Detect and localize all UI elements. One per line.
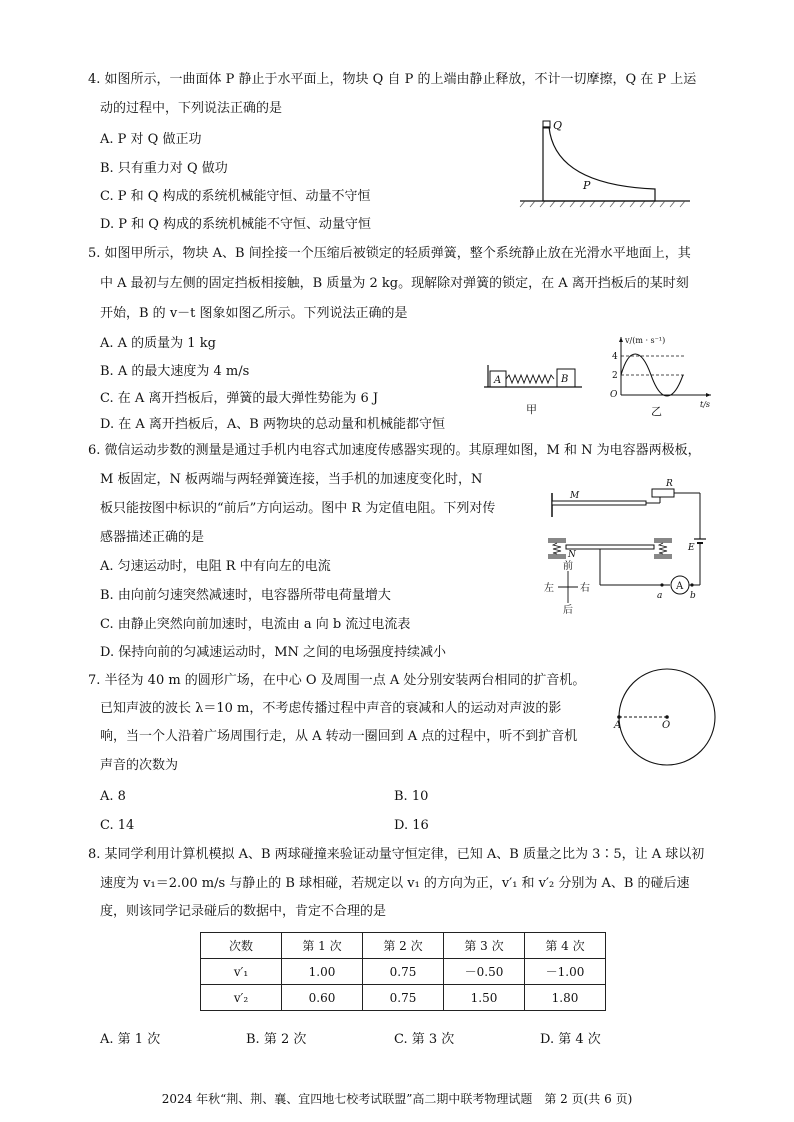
q7-stem-line4: 声音的次数为 [100, 758, 179, 773]
table-cell: 0.75 [363, 985, 444, 1011]
table-header-row [201, 933, 606, 959]
table-cell: v′₂ [201, 985, 282, 1011]
q6-option-b: B. 由向前匀速突然减速时，电容器所带电荷量增大 [100, 588, 391, 603]
table-header-cell: 第 4 次 [525, 933, 606, 959]
q5-graph-tick-4: 4 [612, 352, 618, 362]
q8-stem-line1: 8. 某同学利用计算机模拟 A、B 两球碰撞来验证动量守恒定律，已知 A、B 质量之比为 3∶5，让 A 球以初 [88, 847, 705, 862]
q7-label-a: A [614, 720, 622, 731]
q4-option-b: B. 只有重力对 Q 做功 [100, 161, 228, 176]
q6-label-front: 前 [563, 561, 573, 572]
q6-label-b: b [690, 591, 696, 601]
q6-stem-line1: 6. 微信运动步数的测量是通过手机内电容式加速度传感器实现的。其原理如图，M 和 N 为电容器两极板， [88, 443, 701, 458]
q6-label-n: N [568, 550, 576, 560]
q4-option-c: C. P 和 Q 构成的系统机械能守恒、动量不守恒 [100, 189, 371, 204]
q7-option-d: D. 16 [394, 818, 429, 833]
q5-graph-origin: O [610, 390, 618, 400]
q5-label-jia: 甲 [526, 403, 537, 416]
q5-figure-jia [478, 355, 588, 415]
q4-stem-line2: 动的过程中，下列说法正确的是 [100, 101, 283, 116]
table-cell: 0.75 [363, 959, 444, 985]
table-row [201, 959, 606, 985]
q5-option-c: C. 在 A 离开挡板后，弹簧的最大弹性势能为 6 J [100, 391, 379, 406]
table-cell: 1.80 [525, 985, 606, 1011]
q5-block-a: A [494, 375, 502, 386]
q7-option-b: B. 10 [394, 789, 429, 804]
table-cell: －1.00 [525, 959, 606, 985]
q6-stem-line3: 板只能按图中标识的“前后”方向运动。图中 R 为定值电阻。下列对传 [100, 501, 496, 516]
q7-stem-line1: 7. 半径为 40 m 的圆形广场，在中心 O 及周围一点 A 处分别安装两台相同的扩音机。 [88, 673, 586, 688]
q4-figure [515, 115, 695, 210]
q5-option-d: D. 在 A 离开挡板后，A、B 两物块的总动量和机械能都守恒 [100, 417, 445, 432]
q8-option-d: D. 第 4 次 [540, 1032, 601, 1047]
q6-label-m: M [570, 491, 580, 501]
q4-stem-line1: 4. 如图所示，一曲面体 P 静止于水平面上，物块 Q 自 P 的上端由静止释放，不计一切摩擦，Q 在 P 上运 [88, 72, 697, 87]
table-cell: v′₁ [201, 959, 282, 985]
table-header-cell: 第 1 次 [282, 933, 363, 959]
q6-option-a: A. 匀速运动时，电阻 R 中有向左的电流 [100, 559, 331, 574]
q5-label-yi: 乙 [651, 405, 662, 418]
q8-option-c: C. 第 3 次 [394, 1032, 455, 1047]
q5-graph-ylabel: v/(m · s⁻¹) [625, 336, 666, 345]
q5-graph-tick-2: 2 [612, 371, 618, 381]
table-cell: 1.00 [282, 959, 363, 985]
q8-stem-line3: 度，则该同学记录碰后的数据中，肯定不合理的是 [100, 904, 387, 919]
q6-label-left: 左 [544, 583, 554, 594]
q6-stem-line4: 感器描述正确的是 [100, 530, 205, 545]
q6-ammeter-label: A [676, 581, 684, 592]
q7-label-o: O [662, 720, 671, 731]
q6-label-back: 后 [563, 605, 573, 616]
q5-block-b: B [561, 374, 569, 385]
q7-stem-line2: 已知声波的波长 λ＝10 m，不考虑传播过程中声音的衰减和人的运动对声波的影 [100, 701, 562, 716]
q6-label-r: R [666, 479, 673, 489]
q5-option-b: B. A 的最大速度为 4 m/s [100, 364, 250, 379]
q6-label-e: E [688, 543, 695, 553]
q8-option-b: B. 第 2 次 [246, 1032, 307, 1047]
q8-option-a: A. 第 1 次 [100, 1032, 161, 1047]
q7-option-a: A. 8 [100, 789, 126, 804]
q7-figure [615, 660, 725, 770]
q5-graph-xlabel: t/s [700, 400, 711, 409]
table-header-cell: 第 3 次 [444, 933, 525, 959]
q4-option-d: D. P 和 Q 构成的系统机械能不守恒、动量守恒 [100, 217, 372, 232]
q4-label-p: P [583, 179, 591, 192]
q5-stem-line1: 5. 如图甲所示，物块 A、B 间拴接一个压缩后被锁定的轻质弹簧，整个系统静止放在光滑水平地面上，其 [88, 246, 691, 261]
table-cell: 0.60 [282, 985, 363, 1011]
q5-option-a: A. A 的质量为 1 kg [100, 336, 216, 351]
q6-option-c: C. 由静止突然向前加速时，电流由 a 向 b 流过电流表 [100, 617, 411, 632]
q8-data-table [200, 932, 606, 1011]
q7-stem-line3: 响，当一个人沿着广场周围行走，从 A 转动一圈回到 A 点的过程中，听不到扩音机 [100, 729, 578, 744]
q7-option-c: C. 14 [100, 818, 135, 833]
table-header-cell: 次数 [201, 933, 282, 959]
page-footer: 2024 年秋“荆、荆、襄、宜四地七校考试联盟”高二期中联考物理试题 第 2 页(共 6 页) [161, 1092, 633, 1106]
q6-option-d: D. 保持向前的匀减速运动时，MN 之间的电场强度持续减小 [100, 645, 447, 660]
q4-label-q: Q [553, 119, 563, 132]
table-header-cell: 第 2 次 [363, 933, 444, 959]
table-row [201, 985, 606, 1011]
q6-label-right: 右 [580, 583, 590, 594]
table-cell: －0.50 [444, 959, 525, 985]
q4-option-a: A. P 对 Q 做正功 [100, 132, 202, 147]
q6-label-a: a [657, 591, 663, 601]
q5-figure-yi [603, 333, 718, 433]
q5-stem-line3: 开始，B 的 v－t 图象如图乙所示。下列说法正确的是 [100, 306, 408, 321]
table-cell: 1.50 [444, 985, 525, 1011]
q8-stem-line2: 速度为 v₁＝2.00 m/s 与静止的 B 球相碰，若规定以 v₁ 的方向为正，v′₁ 和 v′₂ 分别为 A、B 的碰后速 [100, 876, 690, 891]
q6-figure [540, 475, 715, 615]
q5-stem-line2: 中 A 最初与左侧的固定挡板相接触，B 质量为 2 kg。现解除对弹簧的锁定，在 A 离开挡板后的某时刻 [100, 276, 689, 291]
q6-stem-line2: M 板固定，N 板两端与两轻弹簧连接，当手机的加速度变化时，N [100, 472, 483, 487]
